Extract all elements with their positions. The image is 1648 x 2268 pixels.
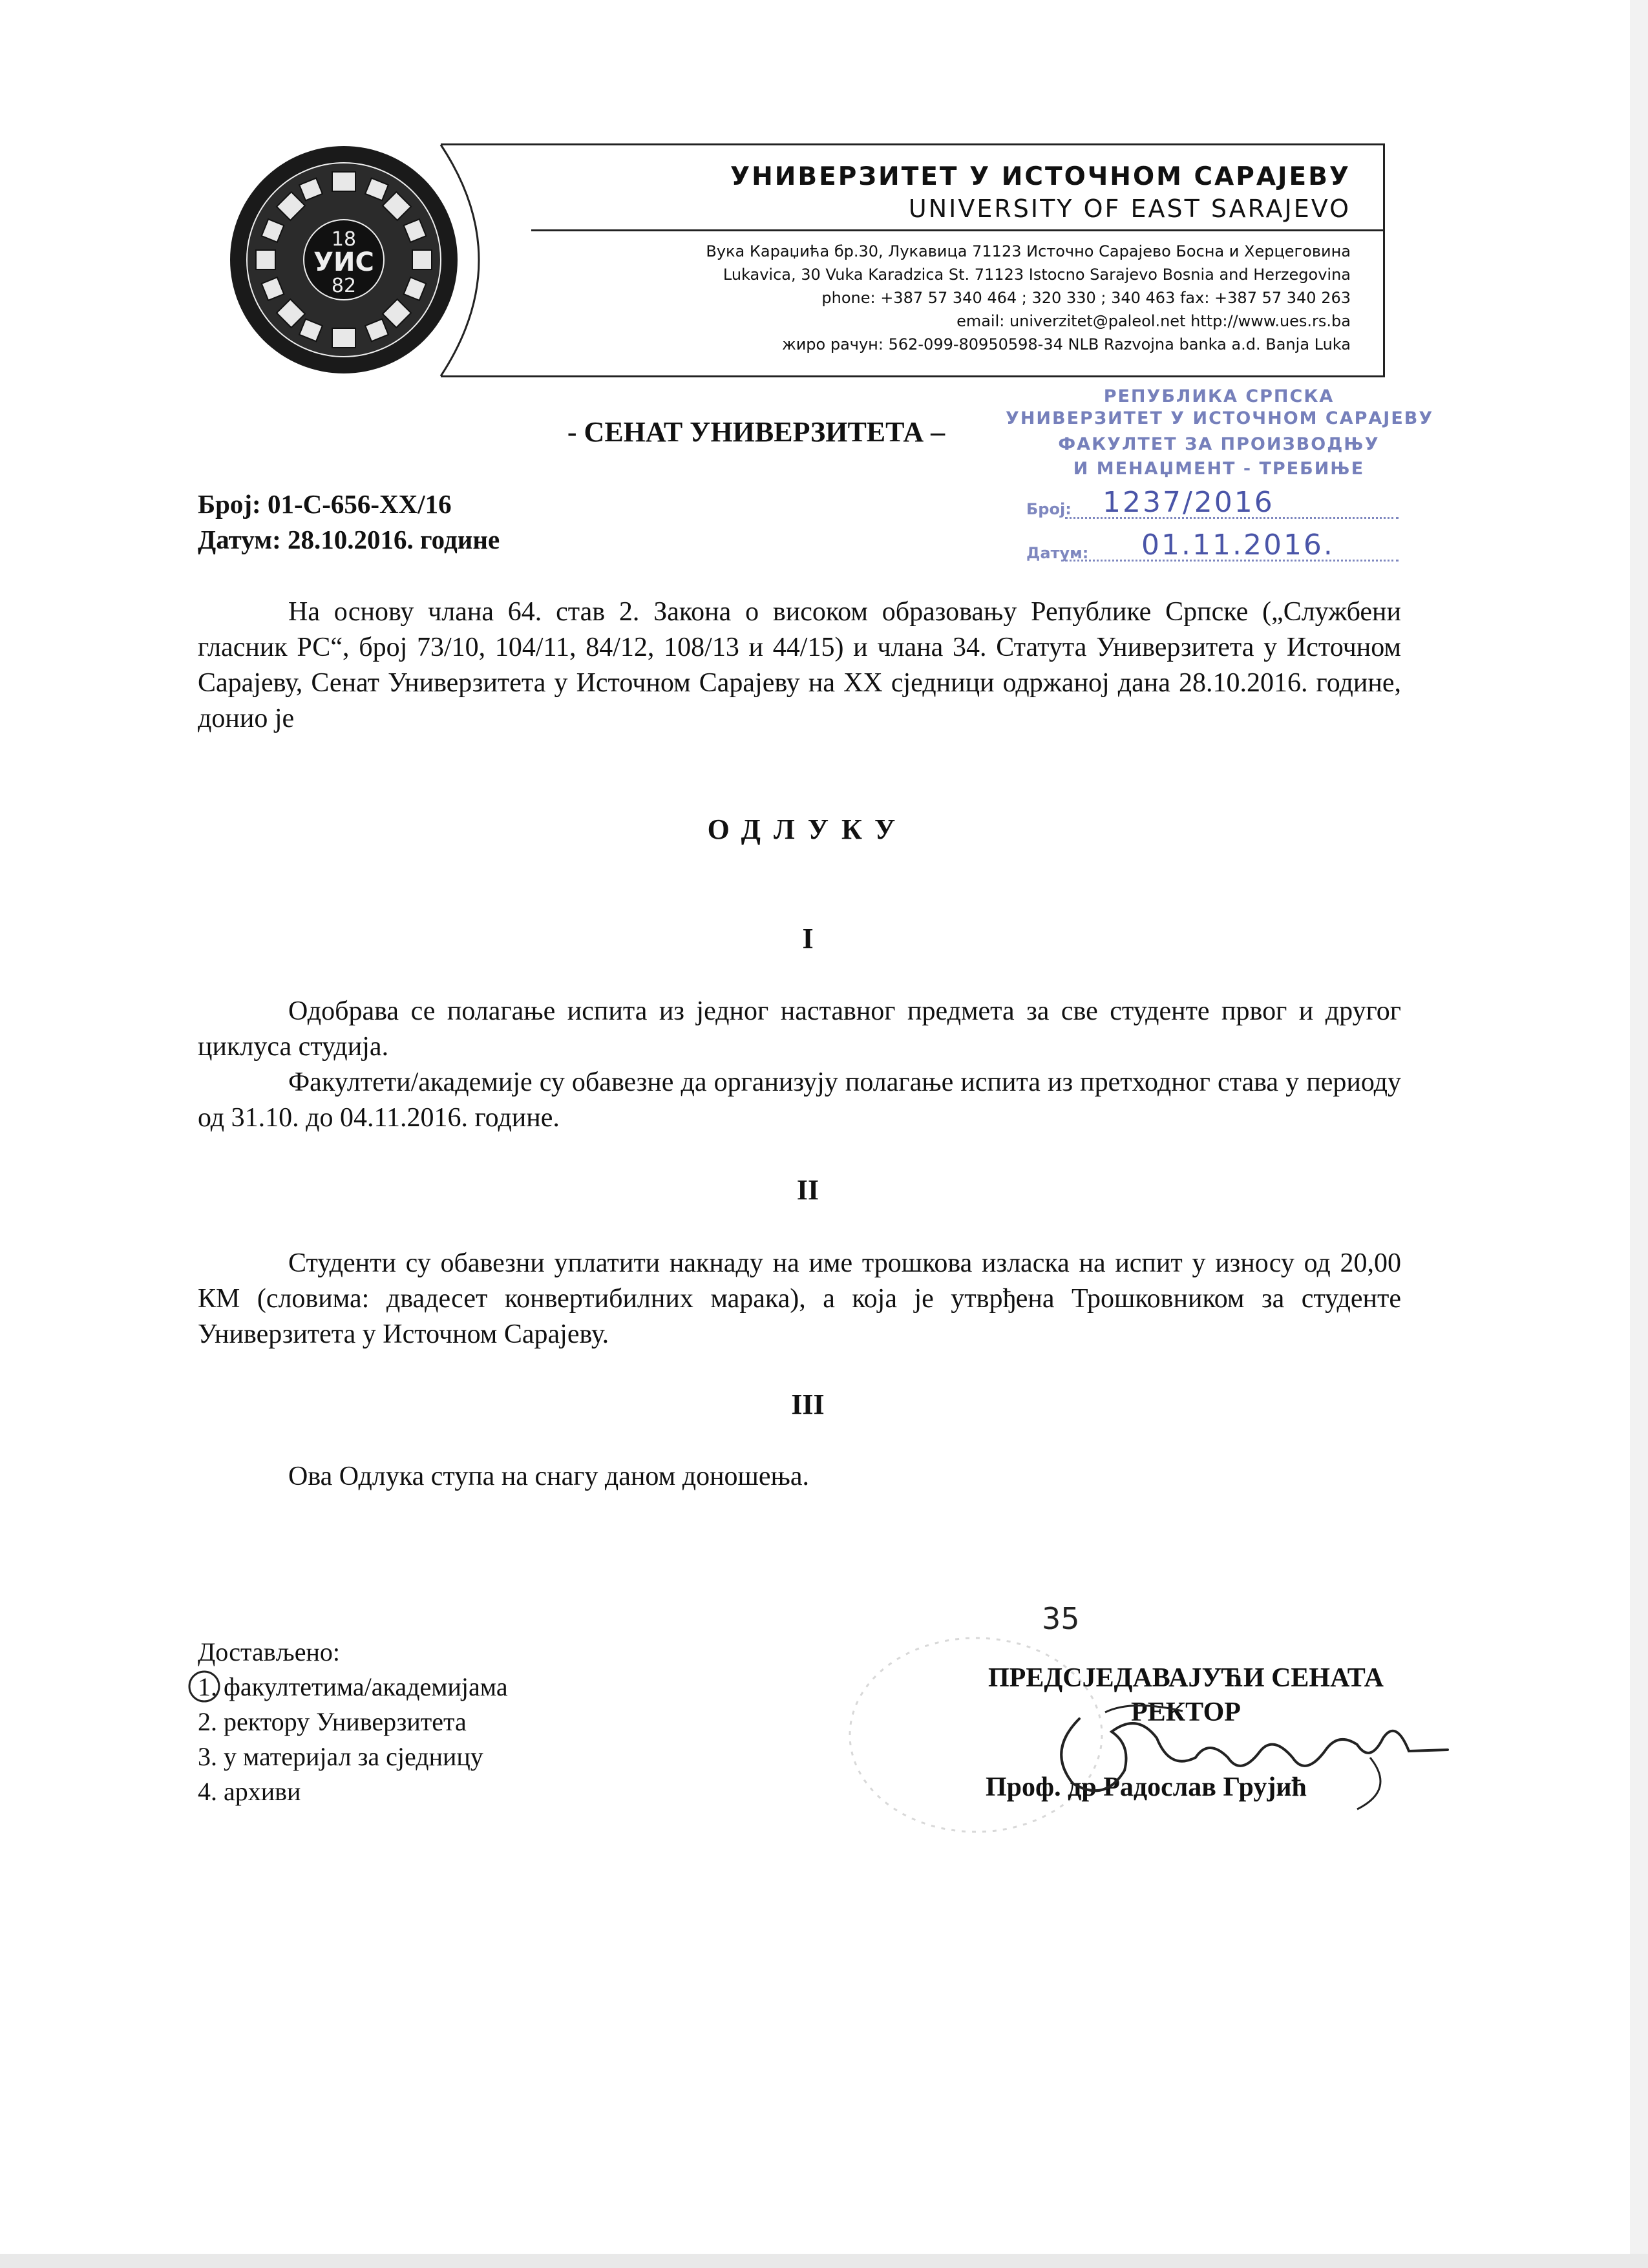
- university-name-english: UNIVERSITY OF EAST SARAJEVO: [908, 194, 1351, 223]
- senate-title: - СЕНАТ УНИВЕРЗИТЕТА –: [567, 416, 945, 448]
- scan-bottom-edge: [0, 2254, 1648, 2268]
- email-website: email: univerzitet@paleol.net http://www.ues.rs.ba: [956, 312, 1351, 330]
- seal-year-bottom: 82: [331, 275, 357, 297]
- section-3-heading: III: [791, 1389, 825, 1420]
- stamp-number-handwritten: 1237/2016: [1103, 486, 1274, 519]
- signature-subtitle: РЕКТОР: [1131, 1697, 1241, 1727]
- signatory-name: Проф. др Радослав Грујић: [986, 1772, 1307, 1802]
- document-date: Датум: 28.10.2016. године: [198, 525, 500, 554]
- stamp-date-handwritten: 01.11.2016.: [1141, 529, 1335, 562]
- section-2-paragraph: Студенти су обавезни уплатити накнаду на име трошкова изласка на испит у износу од 20,00 КМ (словима: двадесет конвертибилних марака), а која је утврђена Трошковником за студенте Универзитета у Источном Сарајеву.: [198, 1248, 1401, 1349]
- distribution-item-1: 1. факултетима/академијама: [198, 1672, 508, 1701]
- document-number: Број: 01-С-656-XX/16: [198, 489, 452, 519]
- preamble-paragraph: На основу члана 64. став 2. Закона о високом образовању Републике Српске („Службени гласник РС“, број 73/10, 104/11, 84/12, 108/13 и 44/15) и члана 34. Статута Универзитета у Источном Сарајеву, Сенат Универзитета у Источном Сарајеву на XX сједници одржаној дана 28.10.2016. године, донио је: [198, 597, 1401, 733]
- stamp-line-1: РЕПУБЛИКА СРПСКА: [1103, 386, 1335, 406]
- seal-year-top: 18: [331, 228, 357, 251]
- section-1-heading: I: [802, 923, 814, 954]
- address-serbian: Вука Караџића бр.30, Лукавица 71123 Источно Сарајево Босна и Херцеговина: [706, 242, 1351, 260]
- stamp-number-label: Број:: [1026, 500, 1072, 518]
- bank-account: жиро рачун: 562-099-80950598-34 NLB Razvojna banka a.d. Banja Luka: [782, 335, 1351, 353]
- section-3-paragraph: Ова Одлука ступа на снагу даном доношења.: [288, 1462, 810, 1491]
- stamp-line-2: УНИВЕРЗИТЕТ У ИСТОЧНОМ САРАЈЕВУ: [1006, 408, 1434, 428]
- letterhead: [441, 143, 1385, 377]
- handwritten-number: 35: [1042, 1601, 1080, 1636]
- stamp-line-3: ФАКУЛТЕТ ЗА ПРОИЗВОДЊУ: [1058, 434, 1380, 454]
- section-2-heading: II: [796, 1174, 819, 1206]
- letterhead-rule: [531, 229, 1383, 231]
- distribution-label: Достављено:: [198, 1637, 340, 1666]
- stamp-date-label: Датум:: [1026, 544, 1089, 562]
- distribution-item-3: 3. у материјал за сједницу: [198, 1742, 483, 1771]
- stamp-line-4: И МЕНАЏМЕНТ - ТРЕБИЊЕ: [1073, 459, 1365, 479]
- section-1-paragraph-1: Одобрава се полагање испита из једног наставног предмета за све студенте првог и другог циклуса студија.: [198, 996, 1401, 1062]
- seal-abbreviation: УИС: [313, 247, 374, 277]
- handwritten-circle-mark: [186, 1668, 222, 1705]
- distribution-item-2: 2. ректору Универзитета: [198, 1707, 467, 1736]
- address-english: Lukavica, 30 Vuka Karadzica St. 71123 Istocno Sarajevo Bosnia and Herzegovina: [723, 266, 1351, 284]
- section-1-paragraph-2: Факултети/академије су обавезне да организују полагање испита из претходног става у периоду од 31.10. до 04.11.2016. године.: [198, 1067, 1401, 1133]
- phone-fax: phone: +387 57 340 464 ; 320 330 ; 340 463 fax: +387 57 340 263: [821, 289, 1351, 307]
- faculty-receipt-stamp: [1006, 383, 1432, 570]
- decision-title: ОДЛУКУ: [707, 814, 909, 845]
- handwritten-signature: [1034, 1674, 1461, 1822]
- scan-edge: [1630, 0, 1648, 2268]
- distribution-item-4: 4. архиви: [198, 1777, 301, 1806]
- signature-title: ПРЕДСЈЕДАВАЈУЋИ СЕНАТА: [988, 1663, 1384, 1693]
- university-name-serbian: УНИВЕРЗИТЕТ У ИСТОЧНОМ САРАЈЕВУ: [730, 162, 1351, 191]
